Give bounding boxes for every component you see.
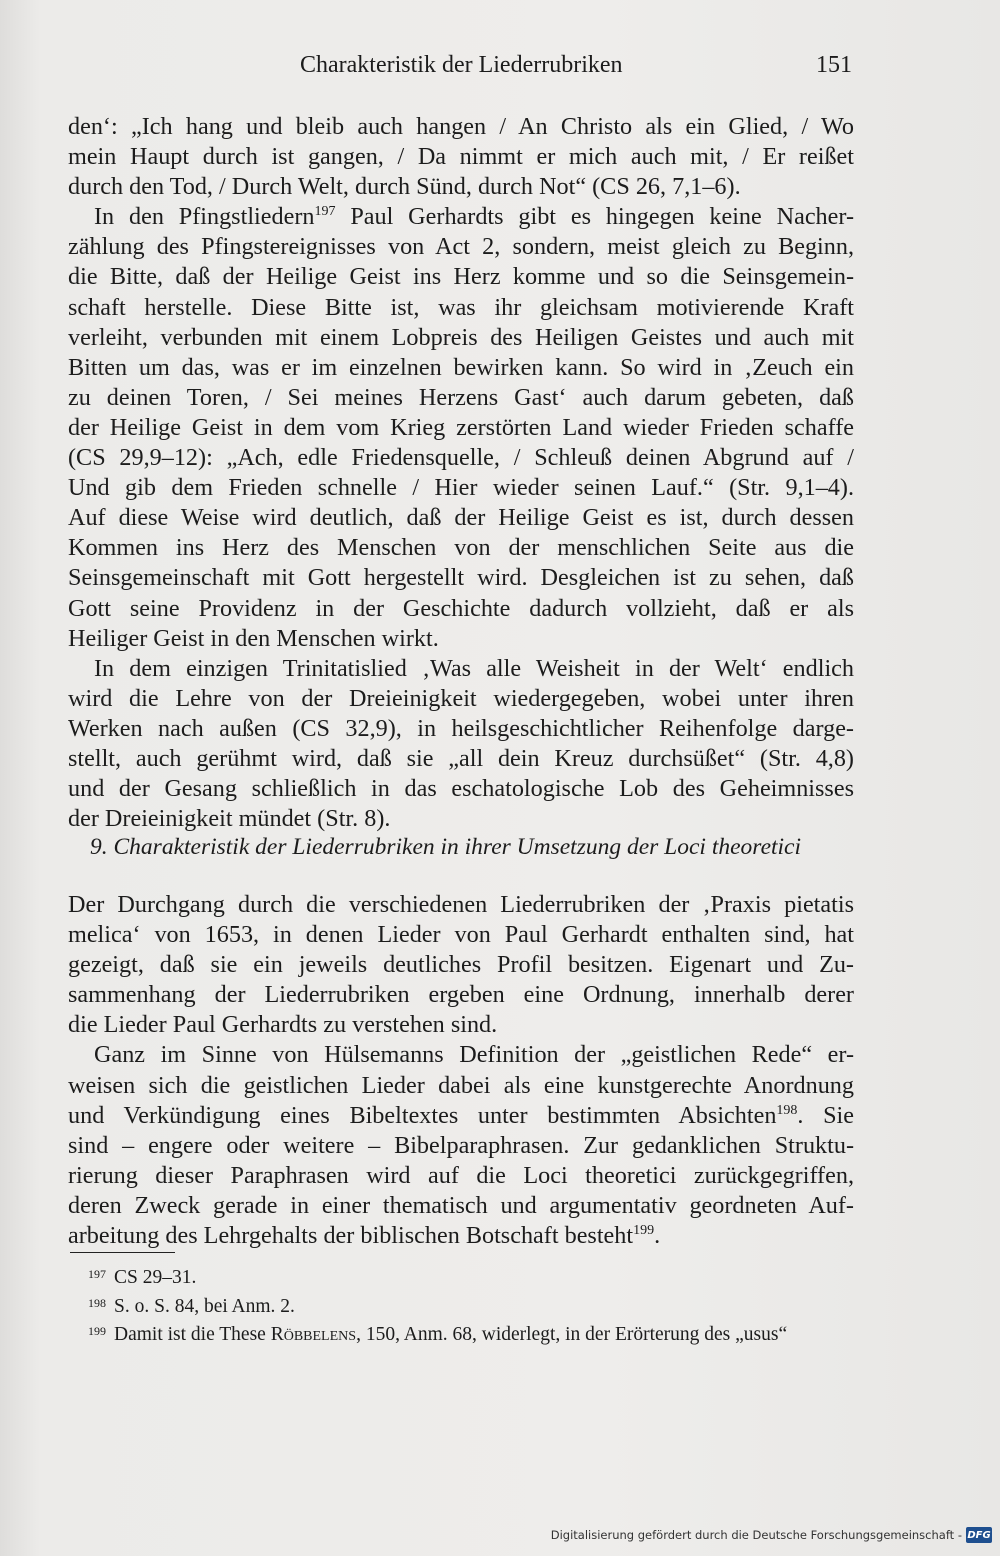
text-line: Werken nach außen (CS 32,9), in heilsgeschichtlicher Reihenfolge darge- [68,714,854,742]
footnote-number: 197 [88,1267,106,1281]
text-line: gezeigt, daß sie ein jeweils deutliches Profil besitzen. Eigenart und Zu- [68,951,854,979]
text-line: Gott seine Providenz in der Geschichte dadurch vollzieht, daß er als [68,594,854,622]
text-line: sind – engere oder weitere – Bibelparaphrasen. Zur gedanklichen Struktu- [68,1131,854,1159]
footnote [88,1319,858,1348]
text-line: Und gib dem Frieden schnelle / Hier wieder seinen Lauf.“ (Str. 9,1–4). [68,474,854,502]
footnote-text: Damit ist die These [114,1324,271,1346]
text-line: melica‘ von 1653, in denen Lieder von Paul Gerhardt enthalten sind, hat [68,921,854,949]
main-text [68,112,854,834]
text-fragment: In den Pfingstliedern [94,203,315,231]
text-line: Der Durchgang durch die verschiedenen Liederrubriken der ‚Praxis pietatis [68,891,854,918]
text-fragment: Paul Gerhardts gibt es hingegen keine Nacher- [335,203,855,231]
text-line: der Dreieinigkeit mündet (Str. 8). [68,805,391,833]
footnote-number: 198 [88,1295,106,1310]
author-name: Röbbelens [270,1324,357,1346]
text-line: die Bitte, daß der Heilige Geist ins Herz komme und so die Seinsgemein- [68,263,854,291]
text-line [68,1221,854,1251]
text-line: weisen sich die geistlichen Lieder dabei als eine kunstgerechte Anordnung [68,1071,854,1099]
footnote [88,1262,858,1291]
dfg-logo: DFG [966,1527,992,1543]
digitization-credit [551,1522,992,1548]
text-line: Seinsgemeinschaft mit Gott hergestellt wird. Desgleichen ist zu sehen, daß [68,564,854,592]
text-line: zu deinen Toren, / Sei meines Herzens Gast‘ auch darum gebeten, daß [68,383,854,411]
text-line: deren Zweck gerade in einer thematisch und argumentativ geordneten Auf- [68,1191,854,1219]
text-line: Auf diese Weise wird deutlich, daß der Heilige Geist es ist, durch dessen [68,504,854,532]
text-fragment: und Verkündigung eines Bibeltextes unter bestimmten Absichten [68,1101,777,1129]
running-header-title: Charakteristik der Liederrubriken [300,52,623,78]
footnote-text: CS 29–31. [114,1267,197,1288]
text-line [68,202,854,232]
section-text [68,890,854,1251]
footnote [88,1291,858,1320]
text-line: Bitten um das, was er im einzelnen bewirken kann. So wird in ‚Zeuch ein [68,353,854,381]
text-line [68,1101,854,1131]
text-line: stellt, auch gerühmt wird, daß sie „all dein Kreuz durchsüßet“ (Str. 4,8) [68,744,854,772]
text-line: die Lieder Paul Gerhardts zu verstehen sind. [68,1011,498,1039]
text-line: verleiht, verbunden mit einem Lobpreis des Heiligen Geistes und auch mit [68,323,854,351]
text-line: durch den Tod, / Durch Welt, durch Sünd, durch Not“ (CS 26, 7,1–6). [68,173,741,201]
page-number: 151 [816,52,852,78]
text-fragment: . [654,1222,661,1250]
text-line: wird die Lehre von der Dreieinigkeit wiedergegeben, wobei unter ihren [68,684,854,712]
footnote-ref: 199 [633,1223,655,1239]
section-heading: 9. Charakteristik der Liederrubriken in ihrer Umsetzung der Loci theoretici [90,834,802,860]
text-line: den‘: „Ich hang und bleib auch hangen / An Christo als ein Glied, / Wo [68,113,854,140]
text-fragment: arbeitung des Lehrgehalts der biblischen Botschaft besteht [68,1222,634,1250]
text-line: Ganz im Sinne von Hülsemanns Definition der „geistlichen Rede“ er- [94,1041,854,1069]
text-line: der Heilige Geist in dem vom Krieg zerstörten Land wieder Frieden schaffe [68,413,854,441]
footnote-number: 199 [88,1324,106,1339]
running-header [68,52,852,86]
text-line: und der Gesang schließlich in das eschatologische Lob des Geheimnisses [68,775,854,803]
text-line: mein Haupt durch ist gangen, / Da nimmt er mich auch mit, / Er reißet [68,143,854,171]
footnote-text: S. o. S. 84, bei Anm. 2. [114,1295,295,1317]
text-fragment: . Sie [797,1101,854,1129]
footnote-text: , 150, Anm. 68, widerlegt, in der Erörterung des „usus“ [356,1324,788,1346]
footnote-ref: 198 [776,1102,798,1118]
text-line: Kommen ins Herz des Menschen von der menschlichen Seite aus die [68,534,854,562]
text-line: In dem einzigen Trinitatislied ‚Was alle Weisheit in der Welt‘ endlich [94,654,854,682]
footnotes [88,1262,858,1348]
text-line: zählung des Pfingstereignisses von Act 2, sondern, meist gleich zu Beginn, [68,233,854,261]
text-line: sammenhang der Liederrubriken ergeben eine Ordnung, innerhalb derer [68,981,854,1009]
text-line: (CS 29,9–12): „Ach, edle Friedensquelle, / Schleuß deinen Abgrund auf / [68,444,854,472]
credit-text: Digitalisierung gefördert durch die Deutsche Forschungsgemeinschaft - [550,1528,962,1542]
footnote-ref: 197 [314,204,336,220]
text-line: rierung dieser Paraphrasen wird auf die Loci theoretici zurückgegriffen, [68,1161,854,1189]
footnote-separator [70,1252,175,1253]
text-line: Heiliger Geist in den Menschen wirkt. [68,624,439,652]
text-line: schaft herstelle. Diese Bitte ist, was ihr gleichsam motivierende Kraft [68,293,854,321]
